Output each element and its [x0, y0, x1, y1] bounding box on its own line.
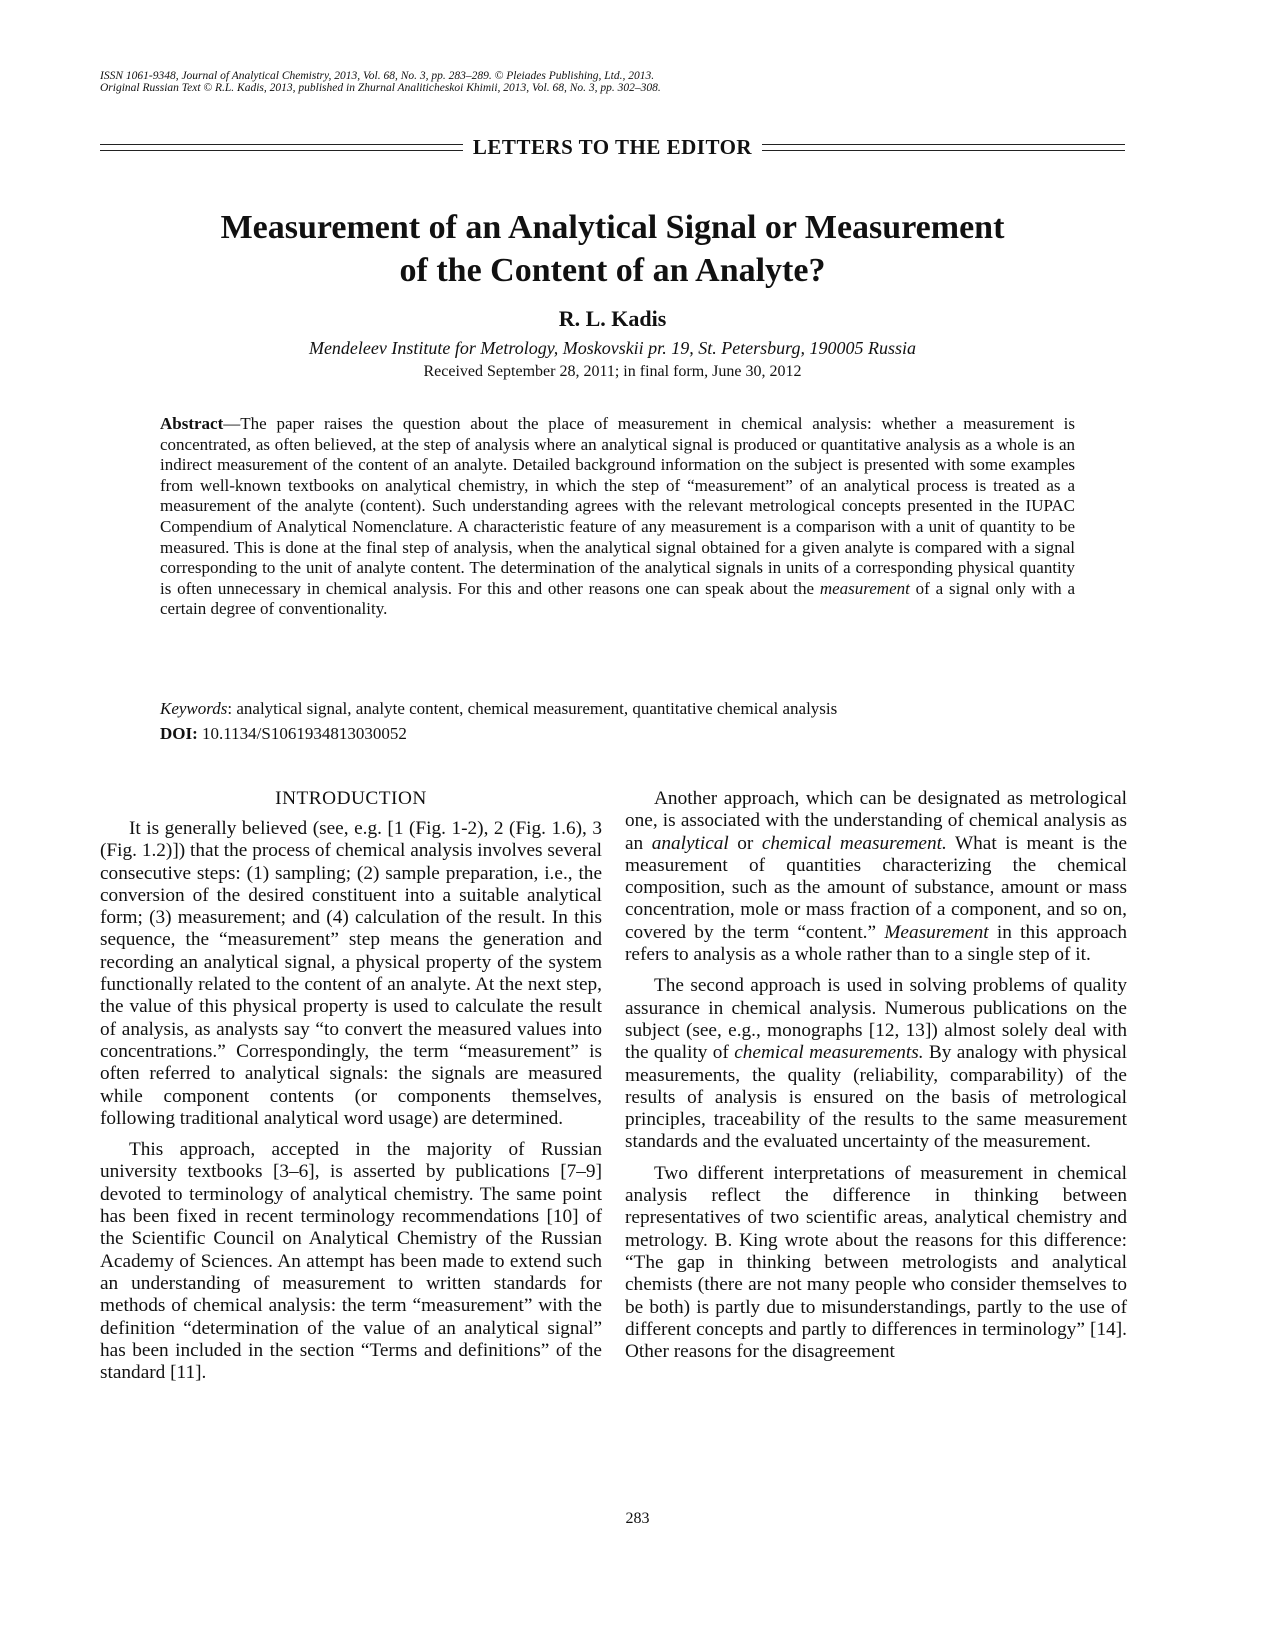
- emphasis: chemical measurement.: [761, 832, 947, 854]
- left-column: [100, 788, 602, 1393]
- journal-info: [100, 70, 1100, 94]
- article-title-line1: Measurement of an Analytical Signal or Measurement: [220, 209, 1005, 246]
- paragraph: [625, 975, 1127, 1153]
- doi: [160, 723, 1075, 745]
- banner-rule-left: [100, 144, 463, 151]
- banner-rule-right: [762, 144, 1125, 151]
- right-column: [625, 788, 1127, 1372]
- keywords-text: : analytical signal, analyte content, chemical measurement, quantitative chemical analysis: [227, 699, 838, 718]
- text-run: or: [728, 832, 762, 854]
- article-title: [100, 206, 1125, 292]
- paragraph: This approach, accepted in the majority of Russian university textbooks [3–6], is asserted by publications [7–9] devoted to terminology of analytical chemistry. The same point has been fixed in recent terminology recommendations [10] of the Scientific Council on Analytical Chemistry of the Russian Academy of Sciences. An attempt has been made to extend such an understanding of measurement to written standards for methods of chemical analysis: the term “measurement” with the definition “determination of the value of an analytical signal” has been included in the section “Terms and definitions” of the standard [11].: [100, 1139, 602, 1384]
- doi-value: 10.1134/S1061934813030052: [197, 724, 407, 743]
- journal-info-line2: Original Russian Text © R.L. Kadis, 2013, published in Zhurnal Analiticheskoi Khimii, 2013, Vol. 68, No. 3, pp. 302–308.: [100, 82, 661, 94]
- doi-label: DOI:: [160, 724, 198, 743]
- emphasis: chemical measurements.: [734, 1042, 924, 1064]
- text-run: The second approach is used in solving problems of quality assurance in chemical analysis. Numerous publications on the subject (see, e.g., monographs [12, 13]) almost solely deal with the quality of: [625, 975, 1127, 1064]
- keywords: [160, 698, 1075, 720]
- section-banner: [100, 132, 1125, 162]
- paragraph: Two different interpretations of measurement in chemical analysis reflect the difference in thinking between representatives of two scientific areas, analytical chemistry and metrology. B. King wrote about the reasons for this difference: “The gap in thinking between metrologists and analytical chemists (there are not many people who consider themselves to be both) is partly due to misunderstandings, partly to the use of different concepts and partly to differences in terminology” [14]. Other reasons for the disagreement: [625, 1162, 1127, 1363]
- abstract: [160, 414, 1075, 620]
- paragraph: It is generally believed (see, e.g. [1 (Fig. 1-2), 2 (Fig. 1.6), 3 (Fig. 1.2)]) that the process of chemical analysis involves several consecutive steps: (1) sampling; (2) sample preparation, i.e., the conversion of the desired constituent into a suitable analytical form; (3) measurement; and (4) calculation of the result. In this sequence, the “measurement” step means the generation and recording an analytical signal, a physical property of the system functionally related to the content of an analyte. At the next step, the value of this physical property is used to calculate the result of analysis, as analysts say “to convert the measured values into concentrations.” Correspondingly, the term “measurement” is often referred to analytical signals: the signals are measured while component contents (or components themselves, following traditional analytical word usage) are determined.: [100, 818, 602, 1129]
- journal-info-line1: ISSN 1061-9348, Journal of Analytical Chemistry, 2013, Vol. 68, No. 3, pp. 283–289. © Pleiades Publishing, Ltd., 2013.: [100, 70, 655, 82]
- section-title: LETTERS TO THE EDITOR: [472, 134, 753, 159]
- abstract-text-end: of a signal only with a certain degree of conventionality.: [160, 578, 1075, 619]
- section-heading-introduction: INTRODUCTION: [275, 788, 427, 809]
- received-dates: Received September 28, 2011; in final form, June 30, 2012: [423, 363, 802, 380]
- affiliation: Mendeleev Institute for Metrology, Moskovskii pr. 19, St. Petersburg, 190005 Russia: [308, 338, 917, 358]
- abstract-label: Abstract: [160, 414, 224, 433]
- article-title-line2: of the Content of an Analyte?: [399, 252, 826, 289]
- text-run: Another approach, which can be designated as metrological one, is associated with the understanding of chemical analysis as an: [625, 788, 1127, 854]
- text-run: By analogy with physical measurements, the quality (reliability, comparability) of the results of analysis is ensured on the basis of metrological principles, traceability of the results to the same measurement standards and the evaluated uncertainty of the measurement.: [625, 1042, 1127, 1153]
- keywords-label: Keywords: [160, 699, 228, 718]
- page-number: 283: [625, 1510, 650, 1527]
- paragraph: [625, 788, 1127, 966]
- author: R. L. Kadis: [558, 306, 667, 331]
- text-run: in this approach refers to analysis as a whole rather than to a single step of it.: [625, 921, 1127, 966]
- abstract-emphasis: measurement: [819, 578, 910, 598]
- abstract-text: —The paper raises the question about the place of measurement in chemical analysis: whether a measurement is concentrated, as often believed, at the step of analysis where an analytical signal is produced or quantitative analysis as a whole is an indirect measurement of the content of an analyte. Detailed background information on the subject is presented with some examples from well-known textbooks on analytical chemistry, in which the step of “measurement” of an analytical process is treated as a measurement of the analyte (content). Such understanding agrees with the relevant metrological concepts presented in the IUPAC Compendium of Analytical Nomenclature. A characteristic feature of any measurement is a comparison with a unit of quantity to be measured. This is done at the final step of analysis, when the analytical signal obtained for a given analyte is compared with a signal corresponding to the unit of analyte content. The determination of the analytical signals in units of a corresponding physical quantity is often unnecessary in chemical analysis. For this and other reasons one can speak about the: [160, 414, 1075, 598]
- emphasis: analytical: [651, 832, 729, 854]
- text-run: What is meant is the measurement of quantities characterizing the chemical composition, such as the amount of substance, amount or mass concentration, mole or mass fraction of a component, and so on, covered by the term “content.”: [625, 832, 1127, 943]
- emphasis: Measurement: [884, 921, 989, 943]
